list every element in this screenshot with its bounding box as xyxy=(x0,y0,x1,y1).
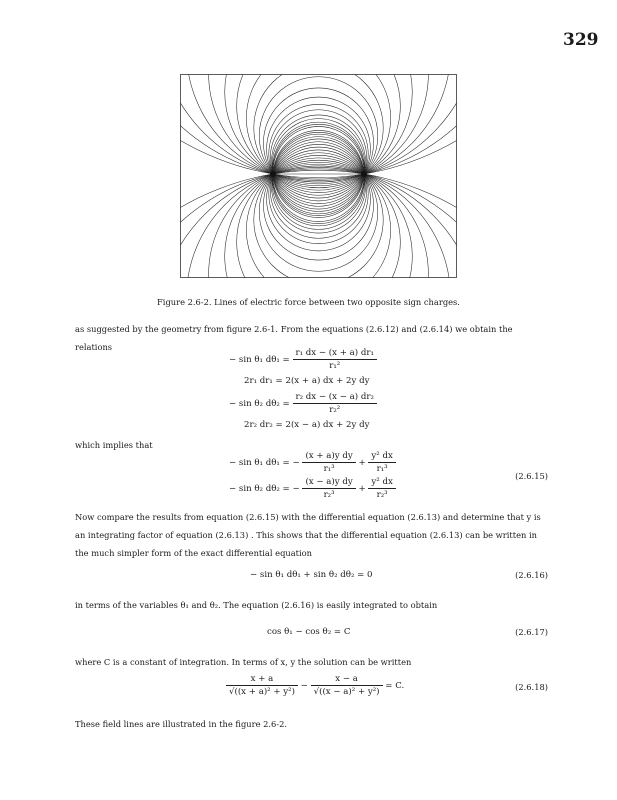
eq-2-6-15-line1: − sin θ₁ dθ₁ = − $\frac{\text{(x + a)y dy}}{\text{r₁³}}$ + $\frac{\text{y² dx}}{\text{r₁³}}$ xyxy=(229,451,396,474)
figure-caption: Figure 2.6-2. Lines of electric force between two opposite sign charges. xyxy=(157,297,460,307)
field-lines-figure xyxy=(180,74,457,278)
positive-charge xyxy=(270,171,276,177)
paragraph-5: where C is a constant of integration. In terms of x, y the solution can be written xyxy=(75,657,412,667)
eq-2-6-16: − sin θ₁ dθ₁ + sin θ₂ dθ₂ = 0 xyxy=(250,570,373,580)
eq-block1-line4: 2r₂ dr₂ = 2(x − a) dx + 2y dy xyxy=(244,420,370,430)
eq-2-6-18: $\frac{x + a}{\text{√((x + a)² + y²)}}$ − $\frac{x - a}{\text{√((x − a)² + y²)}}$ = C. xyxy=(226,674,404,697)
eq-number-2-6-17: (2.6.17) xyxy=(515,627,548,637)
field-line xyxy=(180,74,457,181)
paragraph-4: in terms of the variables θ₁ and θ₂. The equation (2.6.16) is easily integrated to obtain xyxy=(75,600,438,610)
eq-block1-line2: 2r₁ dr₁ = 2(x + a) dx + 2y dy xyxy=(244,376,370,386)
eq-2-6-15-line2: − sin θ₂ dθ₂ = − $\frac{\text{(x − a)y dy}}{\text{r₂³}}$ + $\frac{\text{y² dx}}{\text{r₂³}}$ xyxy=(229,477,396,500)
eq-2-6-17: cos θ₁ − cos θ₂ = C xyxy=(267,627,351,637)
paragraph-3: Now compare the results from equation (2.6.15) with the differential equation (2.6.13) and determine that y is an integrating factor of equation (2.6.13) . This shows that the differential equation (2.6.13) can be written in the much simpler form of the exact differential equation xyxy=(75,512,541,558)
field-line xyxy=(180,170,457,278)
field-line xyxy=(186,166,450,278)
eq-block1-line3: − sin θ₂ dθ₂ = $\frac{\text{r₂ dx − (x − a) dr₂}}{\text{r₂²}}$ xyxy=(229,392,377,415)
eq-number-2-6-18: (2.6.18) xyxy=(515,682,548,692)
paragraph-1: as suggested by the geometry from figure 2.6-1. From the equations (2.6.12) and (2.6.14) we obtain the relations xyxy=(75,324,513,352)
eq-number-2-6-16: (2.6.16) xyxy=(515,570,548,580)
negative-charge xyxy=(361,171,367,177)
paragraph-6: These field lines are illustrated in the figure 2.6-2. xyxy=(75,719,288,729)
eq-block1-line1: − sin θ₁ dθ₁ = $\frac{\text{r₁ dx − (x + a) dr₁}}{\text{r₁²}}$ xyxy=(229,348,377,371)
eq-number-2-6-15: (2.6.15) xyxy=(515,471,548,481)
page-number: 329 xyxy=(563,30,599,50)
paragraph-2: which implies that xyxy=(75,440,153,450)
